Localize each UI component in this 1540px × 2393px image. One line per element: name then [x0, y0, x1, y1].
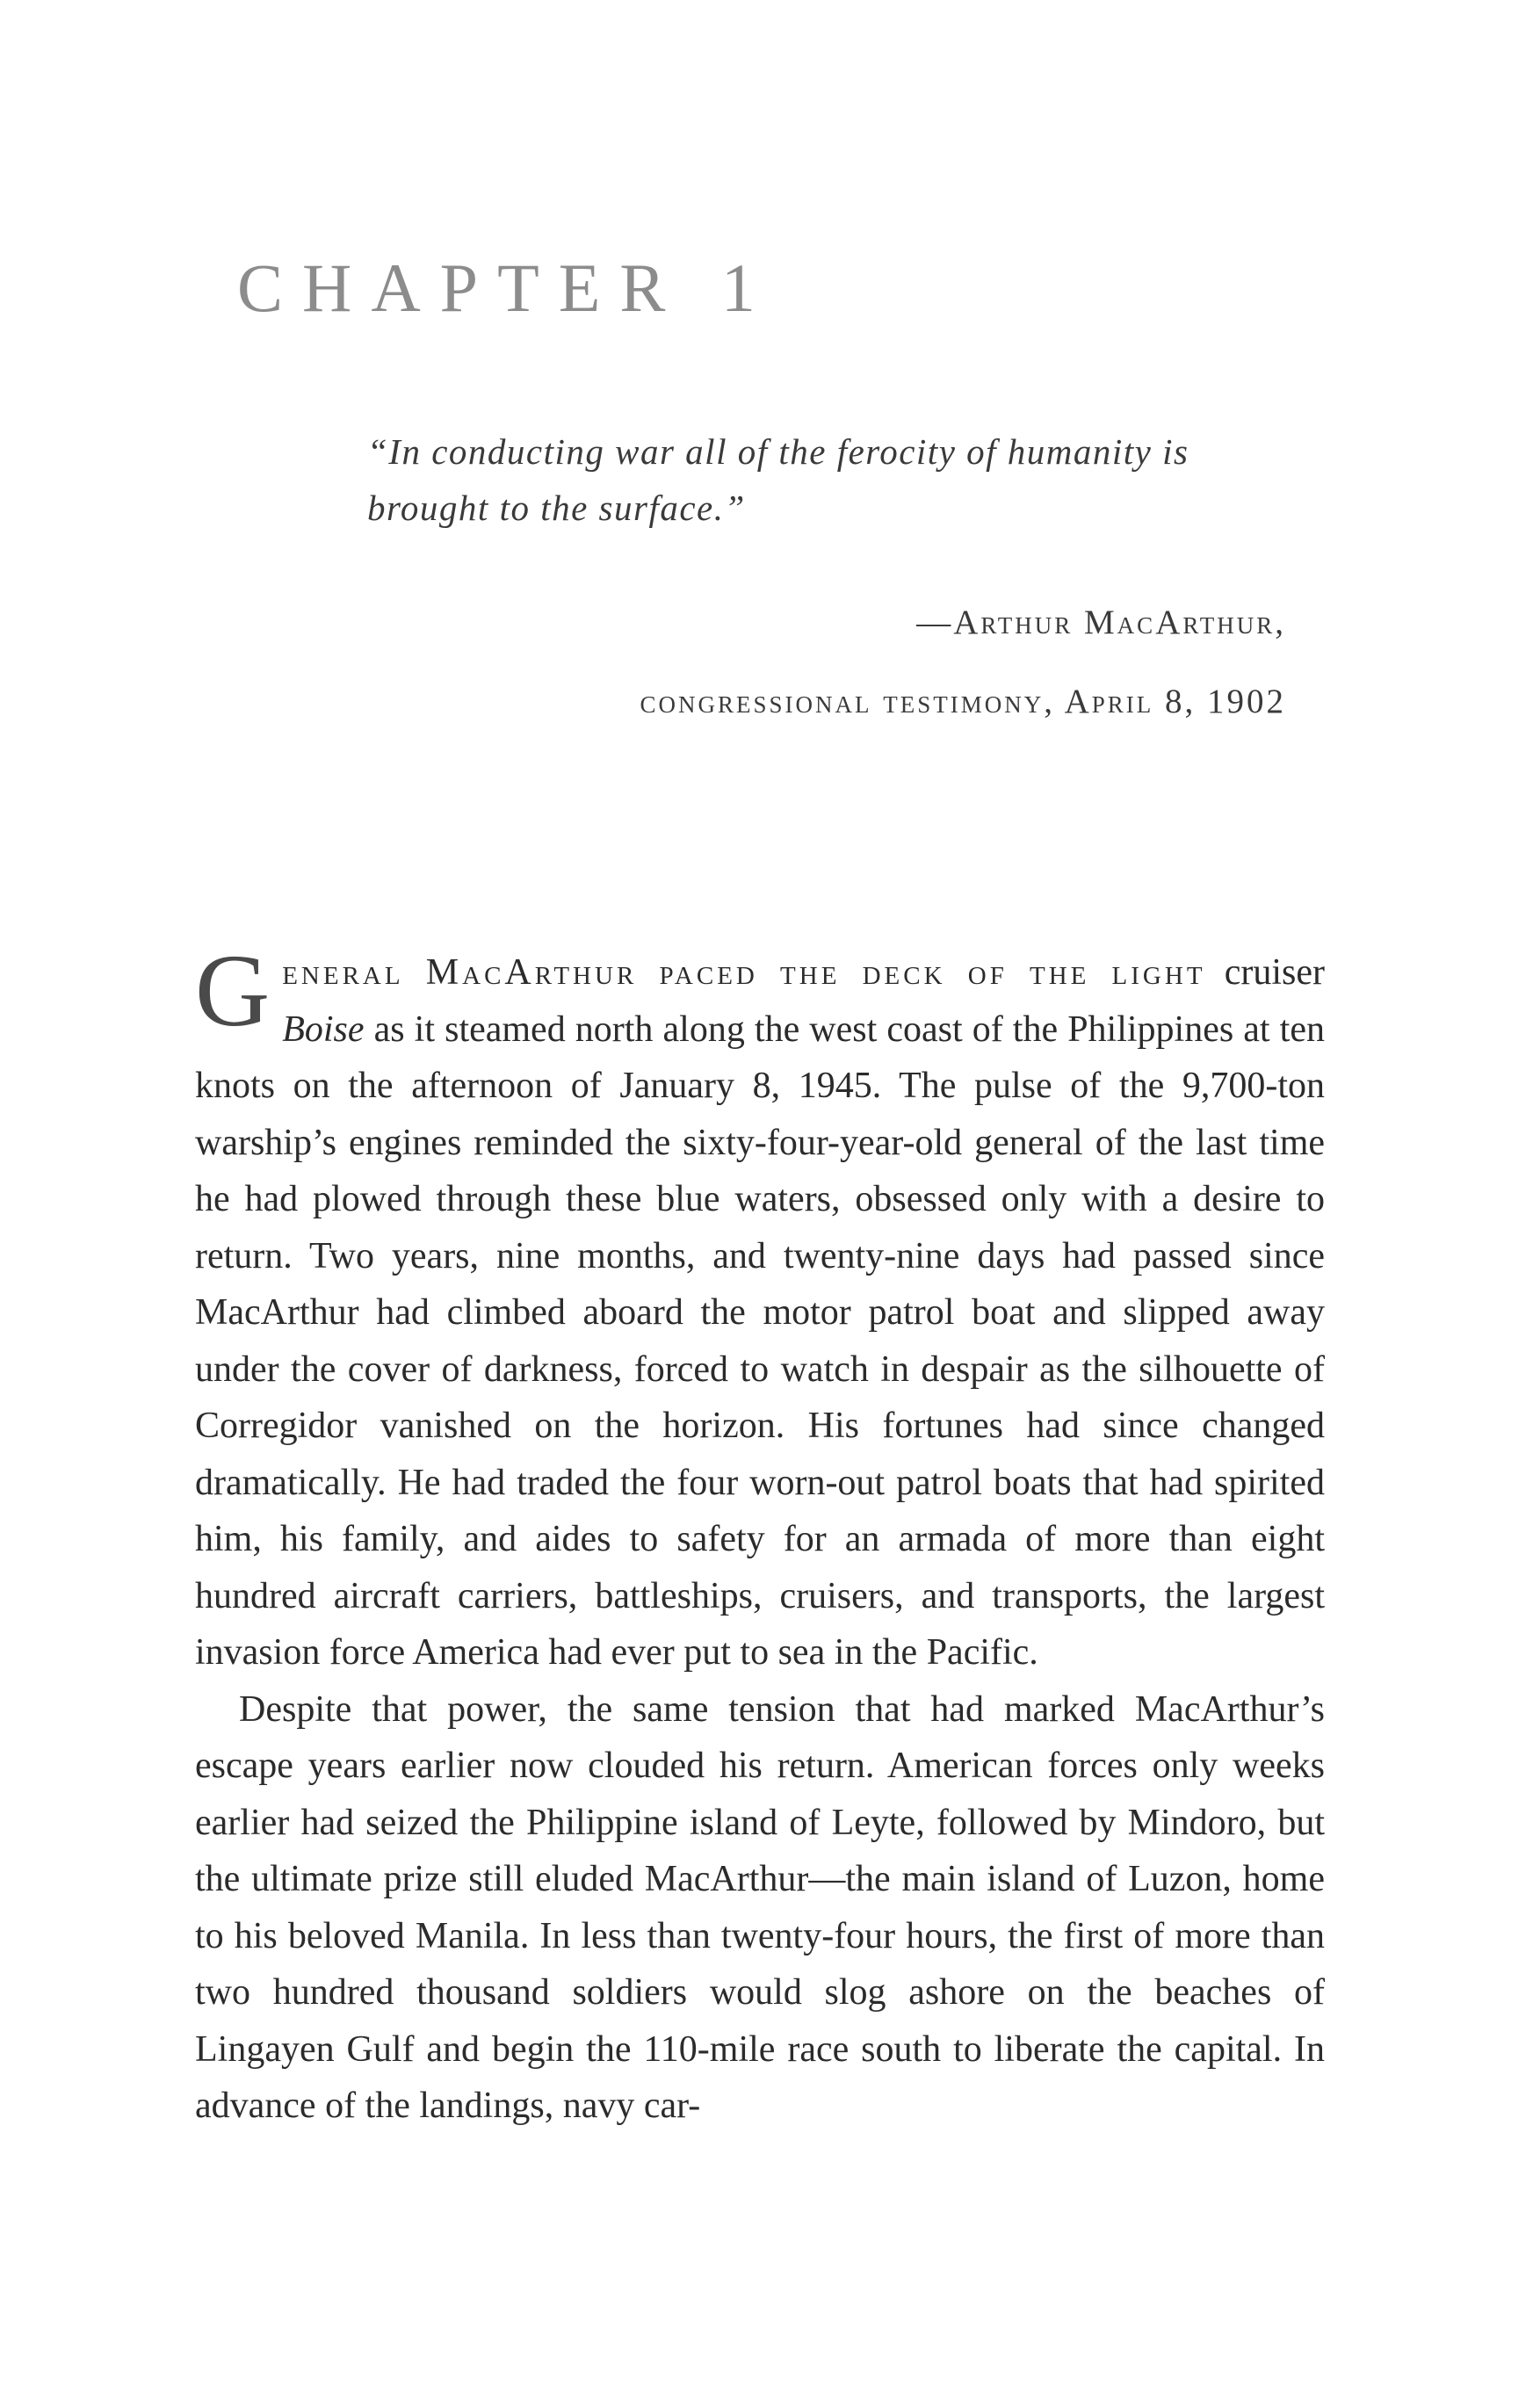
ship-name: Boise	[282, 1009, 365, 1050]
attribution-source: congressional testimony, April 8, 1902	[640, 683, 1286, 720]
paragraph-1	[195, 933, 1326, 1681]
paragraph-1-text-a: cruiser	[1205, 952, 1326, 993]
epigraph-attribution	[640, 583, 1286, 741]
chapter-body	[195, 933, 1326, 2135]
epigraph-quote: “In conducting war all of the ferocity of humanity is brought to the surface.”	[367, 431, 1189, 528]
attribution-name: —Arthur MacArthur,	[916, 604, 1286, 641]
drop-cap: G	[195, 933, 271, 1048]
chapter-heading: CHAPTER 1	[237, 249, 775, 326]
paragraph-2: Despite that power, the same tension that had marked MacArthur’s escape years earlier now clouded his return. American forces only weeks earlier had seized the Philippine island of Leyte, followed by Mindoro, but the ultimate prize still eluded MacArthur—the main island of Luzon, home to his beloved Manila. In less than twenty-four hours, the first of more than two hundred thousand soldiers would slog ashore on the beaches of Lingayen Gulf and begin the 110-mile race south to liberate the capital. In advance of the landings, navy car-	[195, 1688, 1325, 2126]
lead-in: eneral MacArthur paced the deck of the light	[282, 952, 1206, 993]
paragraph-1-text-b: as it steamed north along the west coast of the Philippines at ten knots on the afternoon of January 8, 1945. The pulse of the 9,700-ton warship’s engines reminded the sixty-four-year-old general of the last time he had plowed through these blue waters, obsessed only with a desire to return. Two years, nine months, and twenty-nine days had passed since MacArthur had climbed aboard the motor patrol boat and slipped away under the cover of darkness, forced to watch in despair as the silhouette of Corregidor vanished on the horizon. His fortunes had since changed dramatically. He had traded the four worn-out patrol boats that had spirited him, his family, and aides to safety for an armada of more than eight hundred aircraft carriers, battleships, cruisers, and transports, the largest invasion force America had ever put to sea in the Pacific.	[195, 1009, 1325, 1673]
